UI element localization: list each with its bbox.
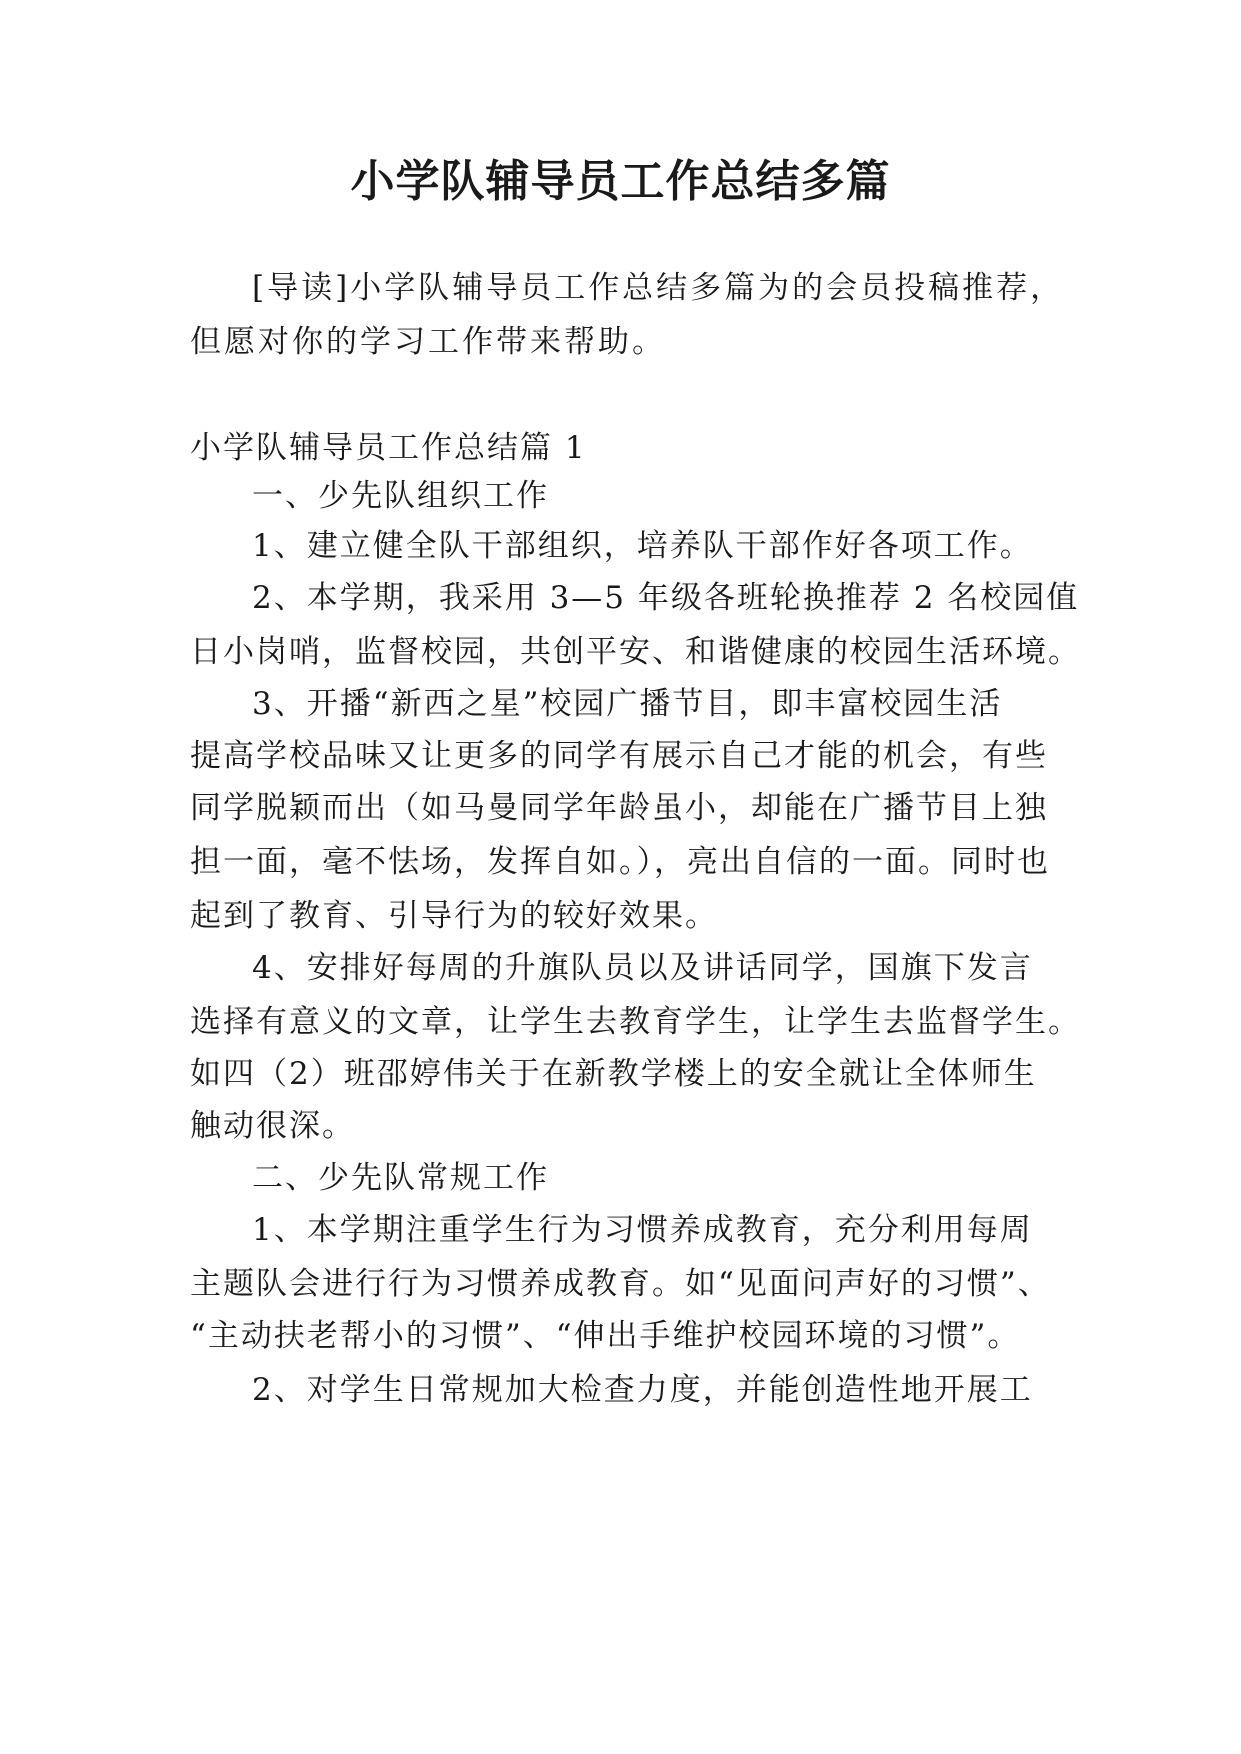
paragraph-line: 2、对学生日常规加大检查力度，并能创造性地开展工 [252,1372,1033,1408]
paragraph-line: 同学脱颖而出（如马曼同学年龄虽小，却能在广播节目上独 [190,790,1048,826]
paragraph-line: 触动很深。 [190,1108,355,1144]
paragraph-line: 3、开播“新西之星”校园广播节目，即丰富校园生活 [252,686,1003,722]
paragraph-line: 提高学校品味又让更多的同学有展示自己才能的机会，有些 [190,738,1048,774]
paragraph-line: 选择有意义的文章，让学生去教育学生，让学生去监督学生。 [190,1004,1081,1040]
paragraph-line: 担一面，毫不怯场，发挥自如。），亮出自信的一面。同时也 [190,844,1050,880]
paragraph-line: 日小岗哨，监督校园，共创平安、和谐健康的校园生活环境。 [190,634,1081,670]
subheading-2: 二、少先队常规工作 [252,1160,549,1196]
paragraph-line: 4、安排好每周的升旗队员以及讲话同学，国旗下发言 [252,950,1033,986]
paragraph-line: 主题队会进行行为习惯养成教育。如“见面问声好的习惯”、 [190,1266,1051,1302]
paragraph-line: 1、本学期注重学生行为习惯养成教育，充分利用每周 [252,1212,1033,1248]
paragraph-line: “主动扶老帮小的习惯”、“伸出手维护校园环境的习惯”。 [190,1318,1021,1354]
paragraph-line: 1、建立健全队干部组织，培养队干部作好各项工作。 [252,528,1033,564]
intro-line-1: [导读]小学队辅导员工作总结多篇为的会员投稿推荐， [252,270,1065,306]
intro-line-2: 但愿对你的学习工作带来帮助。 [190,324,666,360]
paragraph-line: 如四（2）班邵婷伟关于在新教学楼上的安全就让全体师生 [190,1056,1037,1092]
paragraph-line: 起到了教育、引导行为的较好效果。 [190,898,718,934]
document-title: 小学队辅导员工作总结多篇 [350,156,891,207]
section-heading-1: 小学队辅导员工作总结篇 1 [190,430,587,466]
subheading-1: 一、少先队组织工作 [252,478,549,514]
paragraph-line: 2、本学期，我采用 3—5 年级各班轮换推荐 2 名校园值 [252,580,1080,616]
